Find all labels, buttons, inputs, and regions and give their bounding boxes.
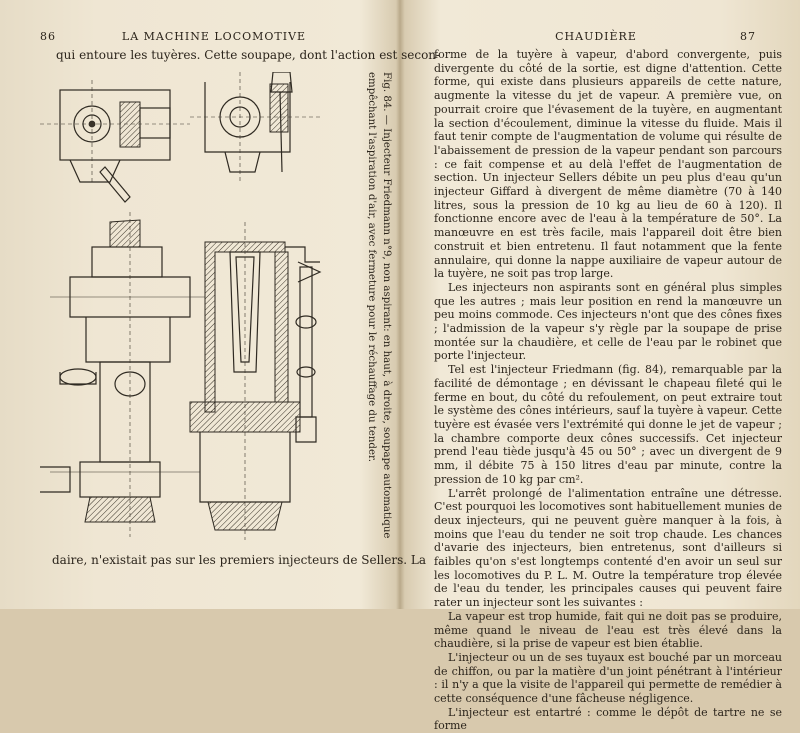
figure-caption-text: Fig. 84. — Injecteur Friedmann n°9, non aspirant: en haut, à droite, soupape automatique empêchant l'aspiration d'air, avec fermeture pour le réchauffage du tender.	[366, 72, 392, 539]
figure-caption	[358, 72, 394, 542]
bottom-right-section	[190, 222, 320, 540]
bottom-left-elevation	[40, 212, 205, 537]
paragraph: La vapeur est trop humide, fait qui ne doit pas se produire, même quand le niveau de l'eau est très élevé dans la chaudière, si la prise de vapeur est bien établie.	[434, 609, 782, 651]
paragraph: forme de la tuyère à vapeur, d'abord convergente, puis divergente du côté de la sortie, est digne d'attention. Cette forme, qui existe dans plusieurs appareils de cette nature, augmente la vitesse du jet de vapeur. A première vue, on pourrait croire que l'évasement de la tuyère, en augmentant la section d'écoulement, diminue la vitesse du fluide. Mais il faut tenir compte de l'augmentation de volume qui résulte de l'abaissement de pression de la vapeur pendant son parcours : ce fait compense et au delà l'effet de l'augmentation de section. Un injecteur Sellers débite un peu plus d'eau qu'un injecteur Giffard à divergent de même diamètre (70 à 140 litres, sous la pression de 10 kg au lieu de 60 à 120). Il fonctionne encore avec de l'eau à la température de 50°. La manœuvre en est très facile, mais l'appareil doit être bien construit et bien entretenu. Il faut notamment que la fente annulaire, qui donne la nappe auxiliaire de vapeur autour de la tuyère, ne soit pas trop large.	[434, 48, 782, 281]
paragraph: Les injecteurs non aspirants sont en général plus simples que les autres ; mais leur position en rend la manœuvre un peu moins commode. Ces injecteurs n'ont que des cônes fixes ; l'admission de la vapeur s'y règle par la soupape de prise montée sur la chaudière, et celle de l'eau par le robinet que porte l'injecteur.	[434, 280, 782, 363]
paragraph: L'arrêt prolongé de l'alimentation entraîne une détresse. C'est pourquoi les locomotives sont habituellement munies de deux injecteurs, qui ne peuvent guère manquer à la fois, à moins que l'eau du tender ne soit trop chaude. Les chances d'avarie des injecteurs, bien entretenus, sont d'ailleurs si faibles qu'on s'est longtemps contenté d'en avoir un seul sur les locomotives du P. L. M. Outre la température trop élevée de l'eau du tender, les principales causes qui peuvent faire rater un injecteur sont les suivantes :	[434, 486, 782, 610]
left-page-number: 86	[40, 30, 56, 43]
right-body-text	[434, 48, 782, 733]
paragraph: L'injecteur ou un de ses tuyaux est bouché par un morceau de chiffon, ou par la matière d'un joint pénétrant à l'intérieur : il n'y a que la visite de l'appareil qui permette de remédier à cette conséquence d'une fâcheuse négligence.	[434, 650, 782, 706]
left-page	[0, 0, 441, 609]
left-running-title: LA MACHINE LOCOMOTIVE	[121, 30, 307, 43]
paragraph: L'injecteur est entartré : comme le dépôt de tartre ne se forme	[434, 705, 782, 733]
right-page	[402, 0, 800, 733]
top-right-view	[190, 72, 320, 182]
right-running-title: CHAUDIÈRE	[555, 30, 637, 43]
right-page-number: 87	[740, 30, 756, 43]
injector-drawing	[30, 72, 350, 542]
left-top-text: qui entoure les tuyères. Cette soupape, dont l'action est secon-	[56, 48, 441, 62]
injector-figure	[30, 72, 350, 542]
paragraph: Tel est l'injecteur Friedmann (fig. 84), remarquable par la facilité de démontage ; en dévissant le chapeau fileté qui le ferme en bout, du côté du refoulement, on peut extraire tout le système des cônes intérieurs, sauf la tuyère à vapeur. Cette tuyère est évasée vers l'extrémité qui donne le jet de vapeur ; la chambre comporte deux cônes successifs. Cet injecteur prend l'eau tiède jusqu'à 45 ou 50° ; avec un divergent de 9 mm, il débite 75 à 150 litres d'eau par minute, contre la pression de 10 kg par cm².	[434, 363, 782, 486]
left-bottom-text: daire, n'existait pas sur les premiers injecteurs de Sellers. La	[52, 553, 427, 567]
top-left-view	[40, 80, 190, 202]
